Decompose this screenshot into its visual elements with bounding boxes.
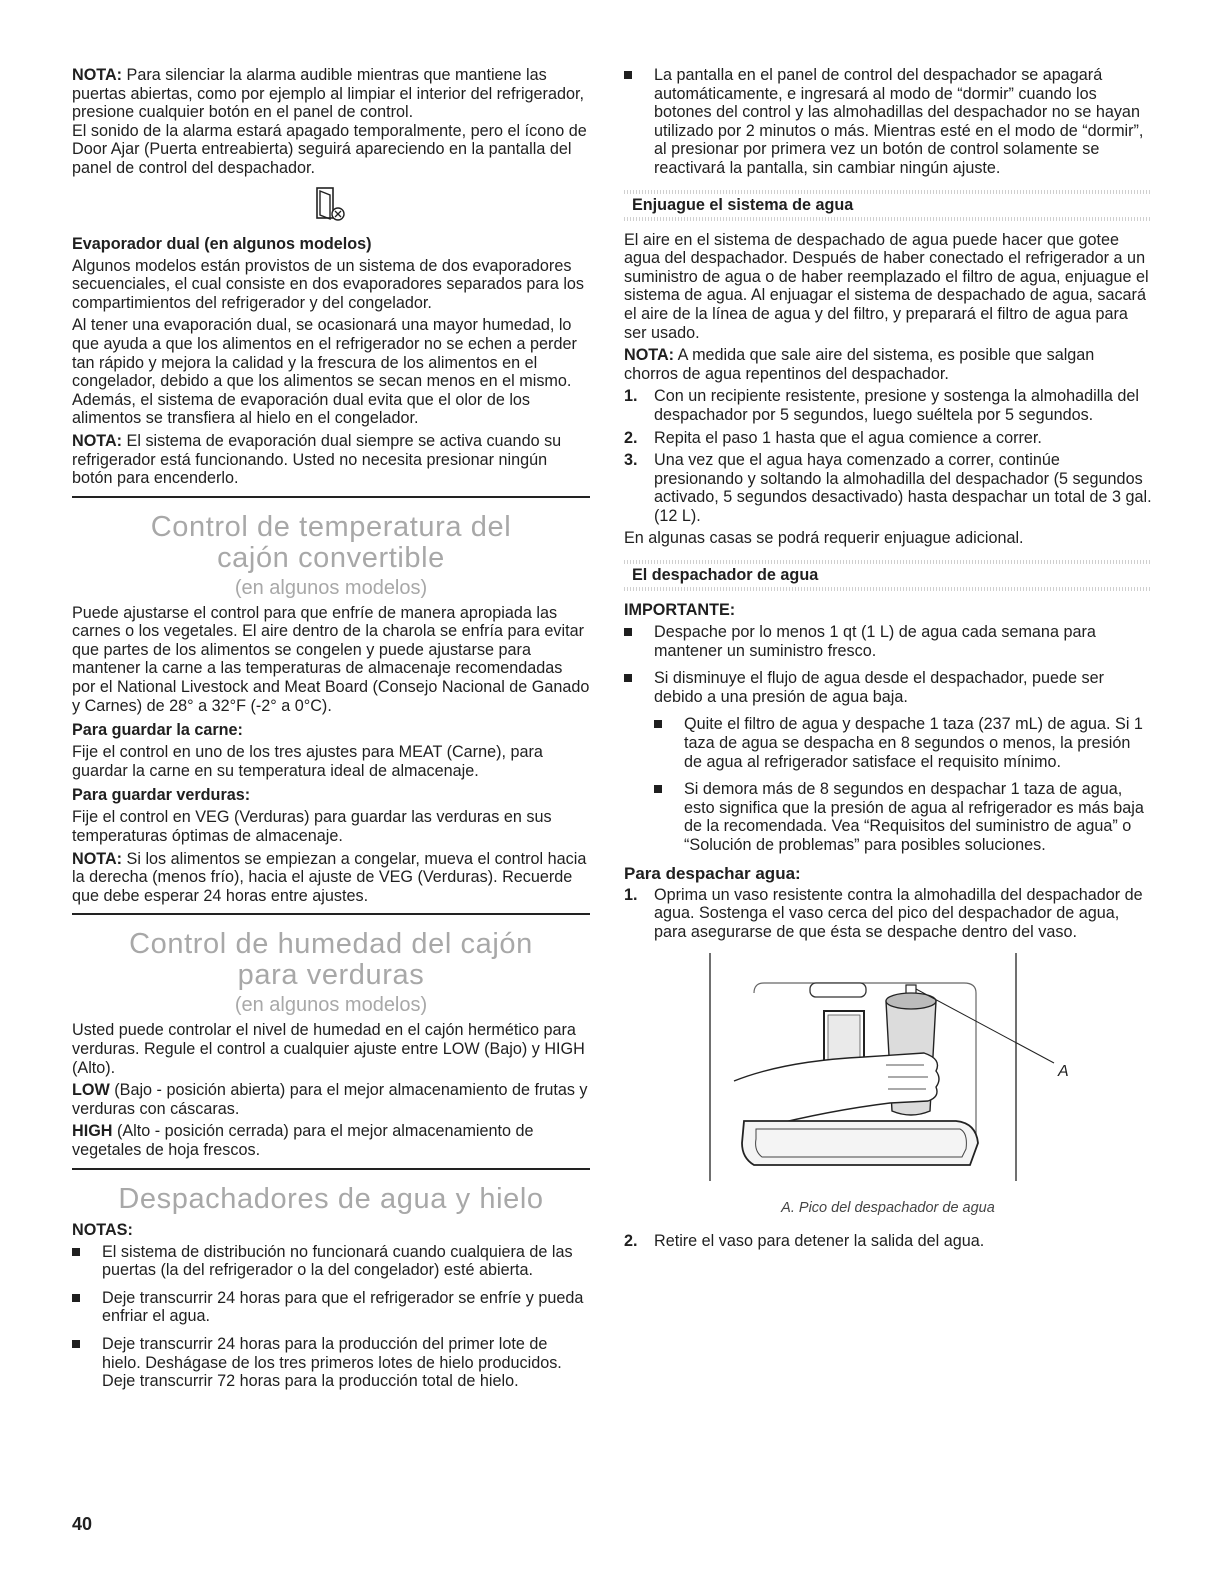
carne-heading: Para guardar la carne:	[72, 721, 243, 740]
para-despachar-heading: Para despachar agua:	[624, 863, 801, 883]
notas-heading: NOTAS:	[72, 1220, 133, 1239]
enjuague-steps	[624, 387, 1152, 525]
carne-text: Fije el control en uno de los tres ajustes para MEAT (Carne), para guardar la carne en su temperatura ideal de almacenaje.	[72, 743, 543, 780]
nota-alarm: NOTA: Para silenciar la alarma audible mientras que mantiene las puertas abiertas, como por ejemplo al limpiar el interior del refrigerador, presione cualquier botón en el panel de control. El sonido de la alarma estará apagado temporalmente, pero el ícono de Door Ajar (Puerta entreabierta) seguirá apareciendo en la pantalla del panel de control del despachador.	[72, 66, 587, 177]
notas-list	[72, 1243, 590, 1391]
list-item: 2. Repita el paso 1 hasta que el agua comience a correr.	[624, 428, 1042, 447]
humedad-subtitle: (en algunos modelos)	[234, 994, 428, 1017]
list-item: El sistema de distribución no funcionará cuando cualquiera de las puertas (la del refrigerador o la del congelador) esté abierta.	[72, 1243, 590, 1280]
dispenser-illustration	[624, 953, 1152, 1193]
importante-list	[624, 623, 1152, 855]
left-column	[72, 66, 590, 1400]
evaporador-nota: NOTA: El sistema de evaporación dual siempre se activa cuando su refrigerador está funcionando. Usted no necesita presionar ningún botón para encenderlo.	[72, 431, 562, 488]
list-item: 2. Retire el vaso para detener la salida del agua.	[624, 1231, 985, 1250]
pantalla-list	[624, 66, 1152, 178]
temp-nota: NOTA: Si los alimentos se empiezan a congelar, mueva el control hacia la derecha (menos frío), hacia el ajuste de VEG (Verduras). Recuerde que debe esperar 24 horas entre ajustes.	[72, 849, 587, 905]
list-item: Deje transcurrir 24 horas para la producción del primer lote de hielo. Deshágase de los tres primeros lotes de hielo producidos. Deje transcurrir 72 horas para la producción total de hielo.	[72, 1335, 590, 1391]
enjuague-nota: NOTA: A medida que sale aire del sistema, es posible que salgan chorros de agua repentinos del despachador.	[624, 346, 1095, 383]
temp-title-line2: cajón convertible	[217, 541, 445, 574]
dispenser-figure	[624, 953, 1152, 1193]
square-bullet-icon	[654, 785, 662, 793]
humedad-title-line2: para verduras	[237, 959, 425, 992]
list-item: La pantalla en el panel de control del despachador se apagará automáticamente, e ingresará al modo de “dormir” cuando los botones del control y las almohadillas del despachador no se hayan utilizado por 2 minutos o más. Mientras esté en el modo de “dormir”, al presionar por primera vez un botón de control solamente se reactivará la pantalla, sin cambiar ningún ajuste.	[624, 66, 1152, 178]
temp-p1: Puede ajustarse el control para que enfríe de manera apropiada las carnes o los vegetales. El aire dentro de la charola se enfría para evitar que partes de los alimentos se congelen y puede ajustarse para mantener la carne a las temperaturas de almacenaje recomendadas por el National Livestock and Meat Board (Consejo Nacional de Ganado y Carnes) de 28° a 32°F (-2° a 0°C).	[72, 603, 590, 715]
figure-label-a: A	[1058, 1063, 1069, 1081]
section-divider	[72, 913, 590, 915]
despachadores-title: Despachadores de agua y hielo	[118, 1182, 544, 1215]
square-bullet-icon	[624, 674, 632, 682]
square-bullet-icon	[72, 1340, 80, 1348]
verduras-text: Fije el control en VEG (Verduras) para guardar las verduras en sus temperaturas óptimas de almacenaje.	[72, 808, 552, 846]
list-item: Si disminuye el flujo de agua desde el despachador, puede ser debido a una presión de agua baja. Quite el filtro de agua y despache 1 taza (237 mL) de agua. Si 1 taza de agua se despacha en 8 segundos o menos, la presión de agua al refrigerador satisface el requisito mínimo. Si demora más de 8 segundos en despachar 1 taza de agua, esto significa que la presión de agua al refrigerador es más baja de la recomendada. Vea “Requisitos del suministro de agua” o “Solución de problemas” para posibles soluciones.	[624, 669, 1152, 854]
square-bullet-icon	[72, 1248, 80, 1256]
list-item: Despache por lo menos 1 qt (1 L) de agua cada semana para mantener un suministro fresco.	[624, 623, 1152, 660]
temp-title-line1: Control de temperatura del	[150, 510, 512, 543]
list-item: Si demora más de 8 segundos en despachar 1 taza de agua, esto significa que la presión de agua al refrigerador es más baja de la recomendada. Vea “Requisitos del suministro de agua” o “Solución de problemas” para posibles soluciones.	[654, 780, 1152, 854]
humedad-low: LOW (Bajo - posición abierta) para el mejor almacenamiento de frutas y verduras con cáscaras.	[72, 1081, 588, 1118]
square-bullet-icon	[624, 628, 632, 636]
list-item: 3. Una vez que el agua haya comenzado a correr, continúe presionando y soltando la almohadilla del despachador (5 segundos activado, 5 segundos desactivado) hasta despachar un total de 3 gal. (12 L).	[624, 451, 1152, 525]
figure-caption: A. Pico del despachador de agua	[781, 1200, 995, 1217]
enjuague-end: En algunas casas se podrá requerir enjuague adicional.	[624, 529, 1024, 548]
despachar-steps	[624, 886, 1152, 942]
humedad-title-line1: Control de humedad del cajón	[129, 928, 533, 961]
list-item: 1. Con un recipiente resistente, presione y sostenga la almohadilla del despachador por 5 segundos, luego suéltela por 5 segundos.	[624, 387, 1140, 424]
verduras-heading: Para guardar verduras:	[72, 786, 251, 805]
square-bullet-icon	[624, 71, 632, 79]
square-bullet-icon	[72, 1294, 80, 1302]
enjuague-p1: El aire en el sistema de despachado de agua puede hacer que gotee agua del despachador. Después de haber conectado el refrigerador a un suministro de agua o de haber reemplazado el filtro de agua, enjuague el sistema de agua. Al enjuagar el sistema de despachado de agua, sacará el aire de la línea de agua y del filtro, y preparará el filtro de agua para ser usado.	[624, 230, 1149, 342]
page-number: 40	[72, 1514, 93, 1534]
despachar-steps-2	[624, 1232, 1152, 1251]
importante-heading: IMPORTANTE:	[624, 601, 736, 620]
square-bullet-icon	[654, 720, 662, 728]
list-item: 1. Oprima un vaso resistente contra la almohadilla del despachador de agua. Sostenga el vaso cerca del pico del despachador de agua, para asegurarse de que ésta se despache dentro del vaso.	[624, 885, 1143, 941]
despachador-heading: El despachador de agua	[624, 560, 1152, 591]
section-divider	[72, 1168, 590, 1170]
evaporador-heading: Evaporador dual (en algunos modelos)	[72, 234, 372, 253]
list-item: Quite el filtro de agua y despache 1 taza (237 mL) de agua. Si 1 taza de agua se despacha en 8 segundos o menos, la presión de agua al refrigerador satisface el requisito mínimo.	[654, 715, 1152, 771]
enjuague-heading: Enjuague el sistema de agua	[624, 190, 1152, 221]
evaporador-p2: Al tener una evaporación dual, se ocasionará una mayor humedad, lo que ayuda a que los alimentos en el refrigerador no se echen a perder tan rápido y mejora la calidad y la frescura de los alimentos en el congelador, debido a que los alimentos se secan menos en el mismo. Además, el sistema de evaporación dual evita que el olor de los alimentos se transfiera al hielo en el congelador.	[72, 316, 577, 428]
humedad-p1: Usted puede controlar el nivel de humedad en el cajón hermético para verduras. Regule el control a cualquier ajuste entre LOW (Bajo) y HIGH (Alto).	[72, 1021, 585, 1077]
evaporador-p1: Algunos modelos están provistos de un sistema de dos evaporadores secuenciales, el cual consiste en dos evaporadores separados para los compartimientos del refrigerador y del congelador.	[72, 256, 585, 312]
section-divider	[72, 496, 590, 498]
right-column	[624, 66, 1152, 1255]
door-ajar-icon	[72, 186, 590, 229]
list-item: Deje transcurrir 24 horas para que el refrigerador se enfríe y pueda enfriar el agua.	[72, 1289, 590, 1326]
sub-list	[654, 715, 1152, 854]
temp-subtitle: (en algunos modelos)	[234, 576, 428, 599]
humedad-high: HIGH (Alto - posición cerrada) para el mejor almacenamiento de vegetales de hoja frescos.	[72, 1122, 534, 1159]
